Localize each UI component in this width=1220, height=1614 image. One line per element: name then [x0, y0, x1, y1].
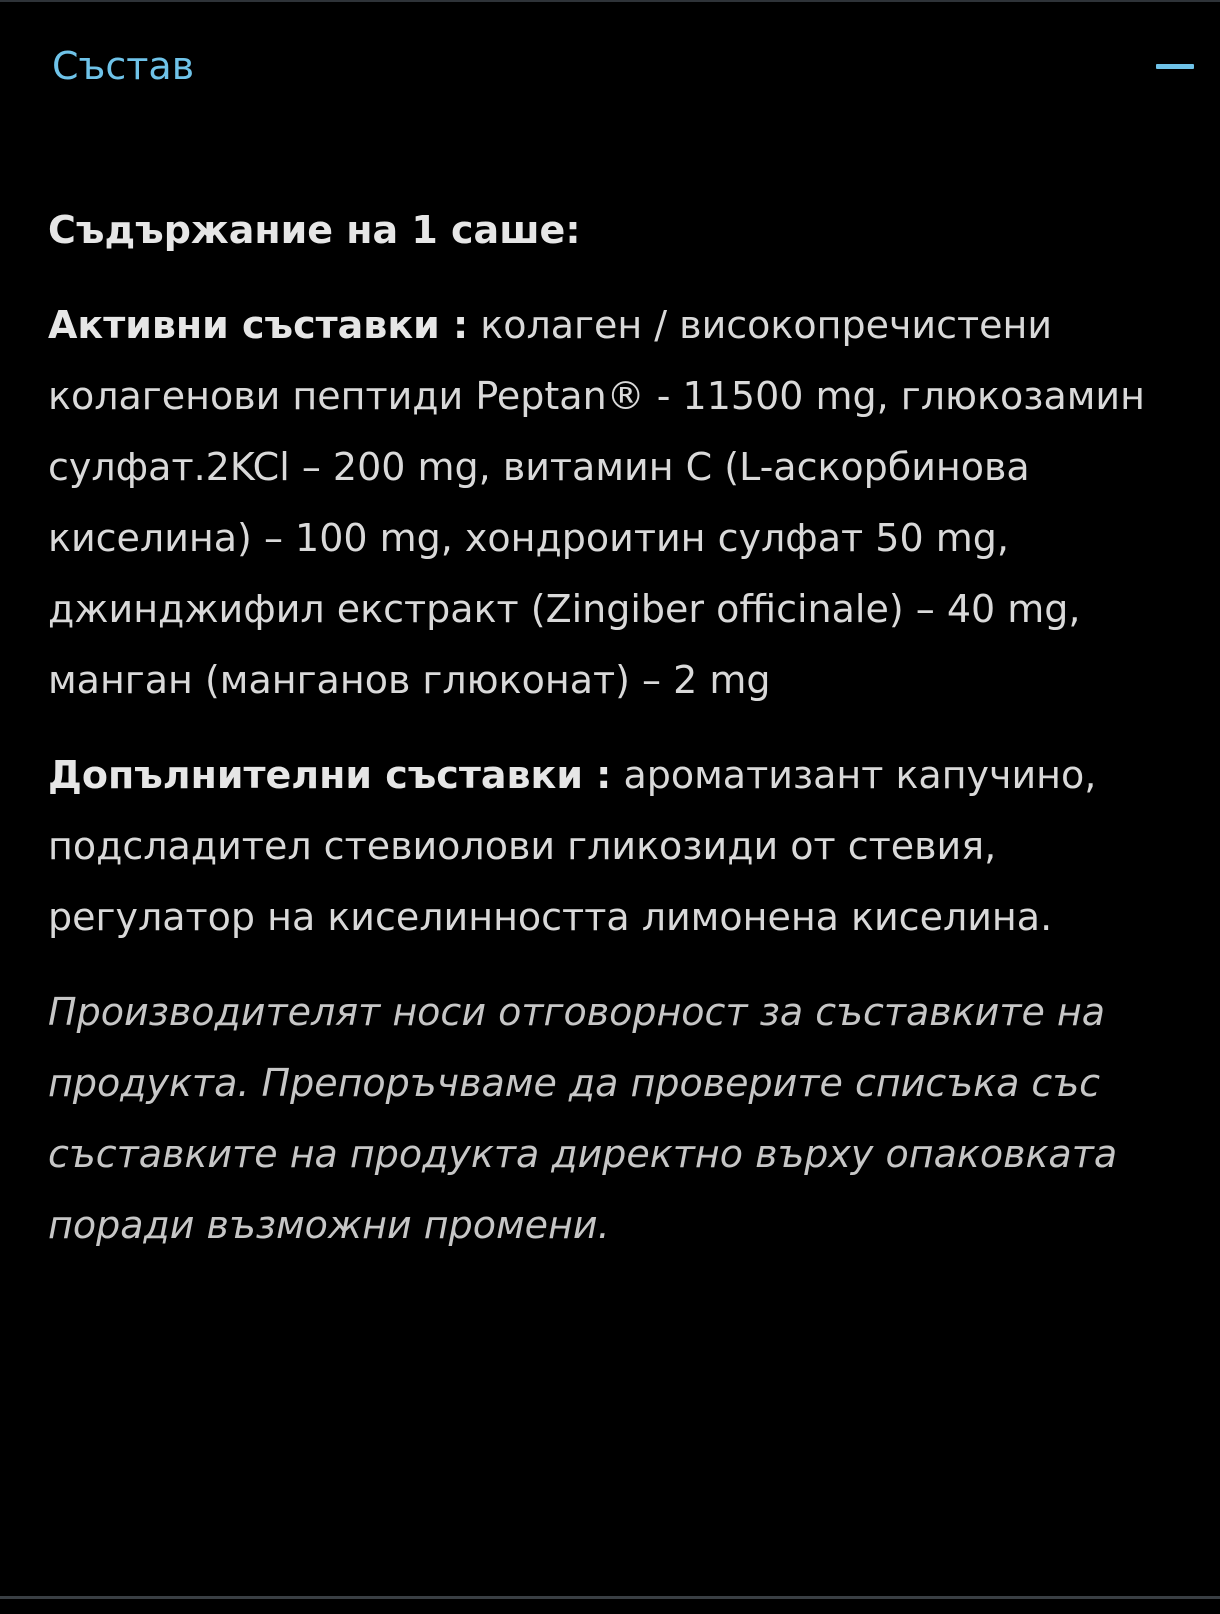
active-ingredients-label: Активни съставки :: [48, 303, 469, 347]
servings-heading-text: Съдържание на 1 саше:: [48, 208, 581, 252]
minus-icon: [1156, 64, 1194, 69]
accordion-content: [48, 195, 1180, 1285]
additional-ingredients-text: ароматизант капучино, подсладител стевиолови гликозиди от стевия, регулатор на киселинността лимонена киселина.: [48, 753, 1097, 939]
top-divider: [0, 0, 1220, 2]
active-ingredients-text: колаген / високопречистени колагенови пептиди Peptan® - 11500 mg, глюкозамин сулфат.2KCl – 200 mg, витамин С (L-аскорбинова киселина) – 100 mg, хондроитин сулфат 50 mg, джинджифил екстракт (Zingiber officinale) – 40 mg, манган (манганов глюконат) – 2 mg: [48, 303, 1145, 702]
servings-heading: [48, 195, 1180, 266]
collapse-button[interactable]: [1150, 40, 1200, 90]
bottom-divider: [0, 1596, 1220, 1599]
accordion-header-sastav[interactable]: [0, 30, 1220, 110]
accordion-title[interactable]: Състав: [52, 44, 195, 88]
disclaimer-text: Производителят носи отговорност за съставките на продукта. Препоръчваме да проверите списъка със съставките на продукта директно върху опаковката поради възможни промени.: [48, 990, 1118, 1247]
additional-ingredients-label: Допълнителни съставки :: [48, 753, 612, 797]
additional-ingredients-paragraph: [48, 740, 1180, 953]
active-ingredients-paragraph: [48, 290, 1180, 716]
